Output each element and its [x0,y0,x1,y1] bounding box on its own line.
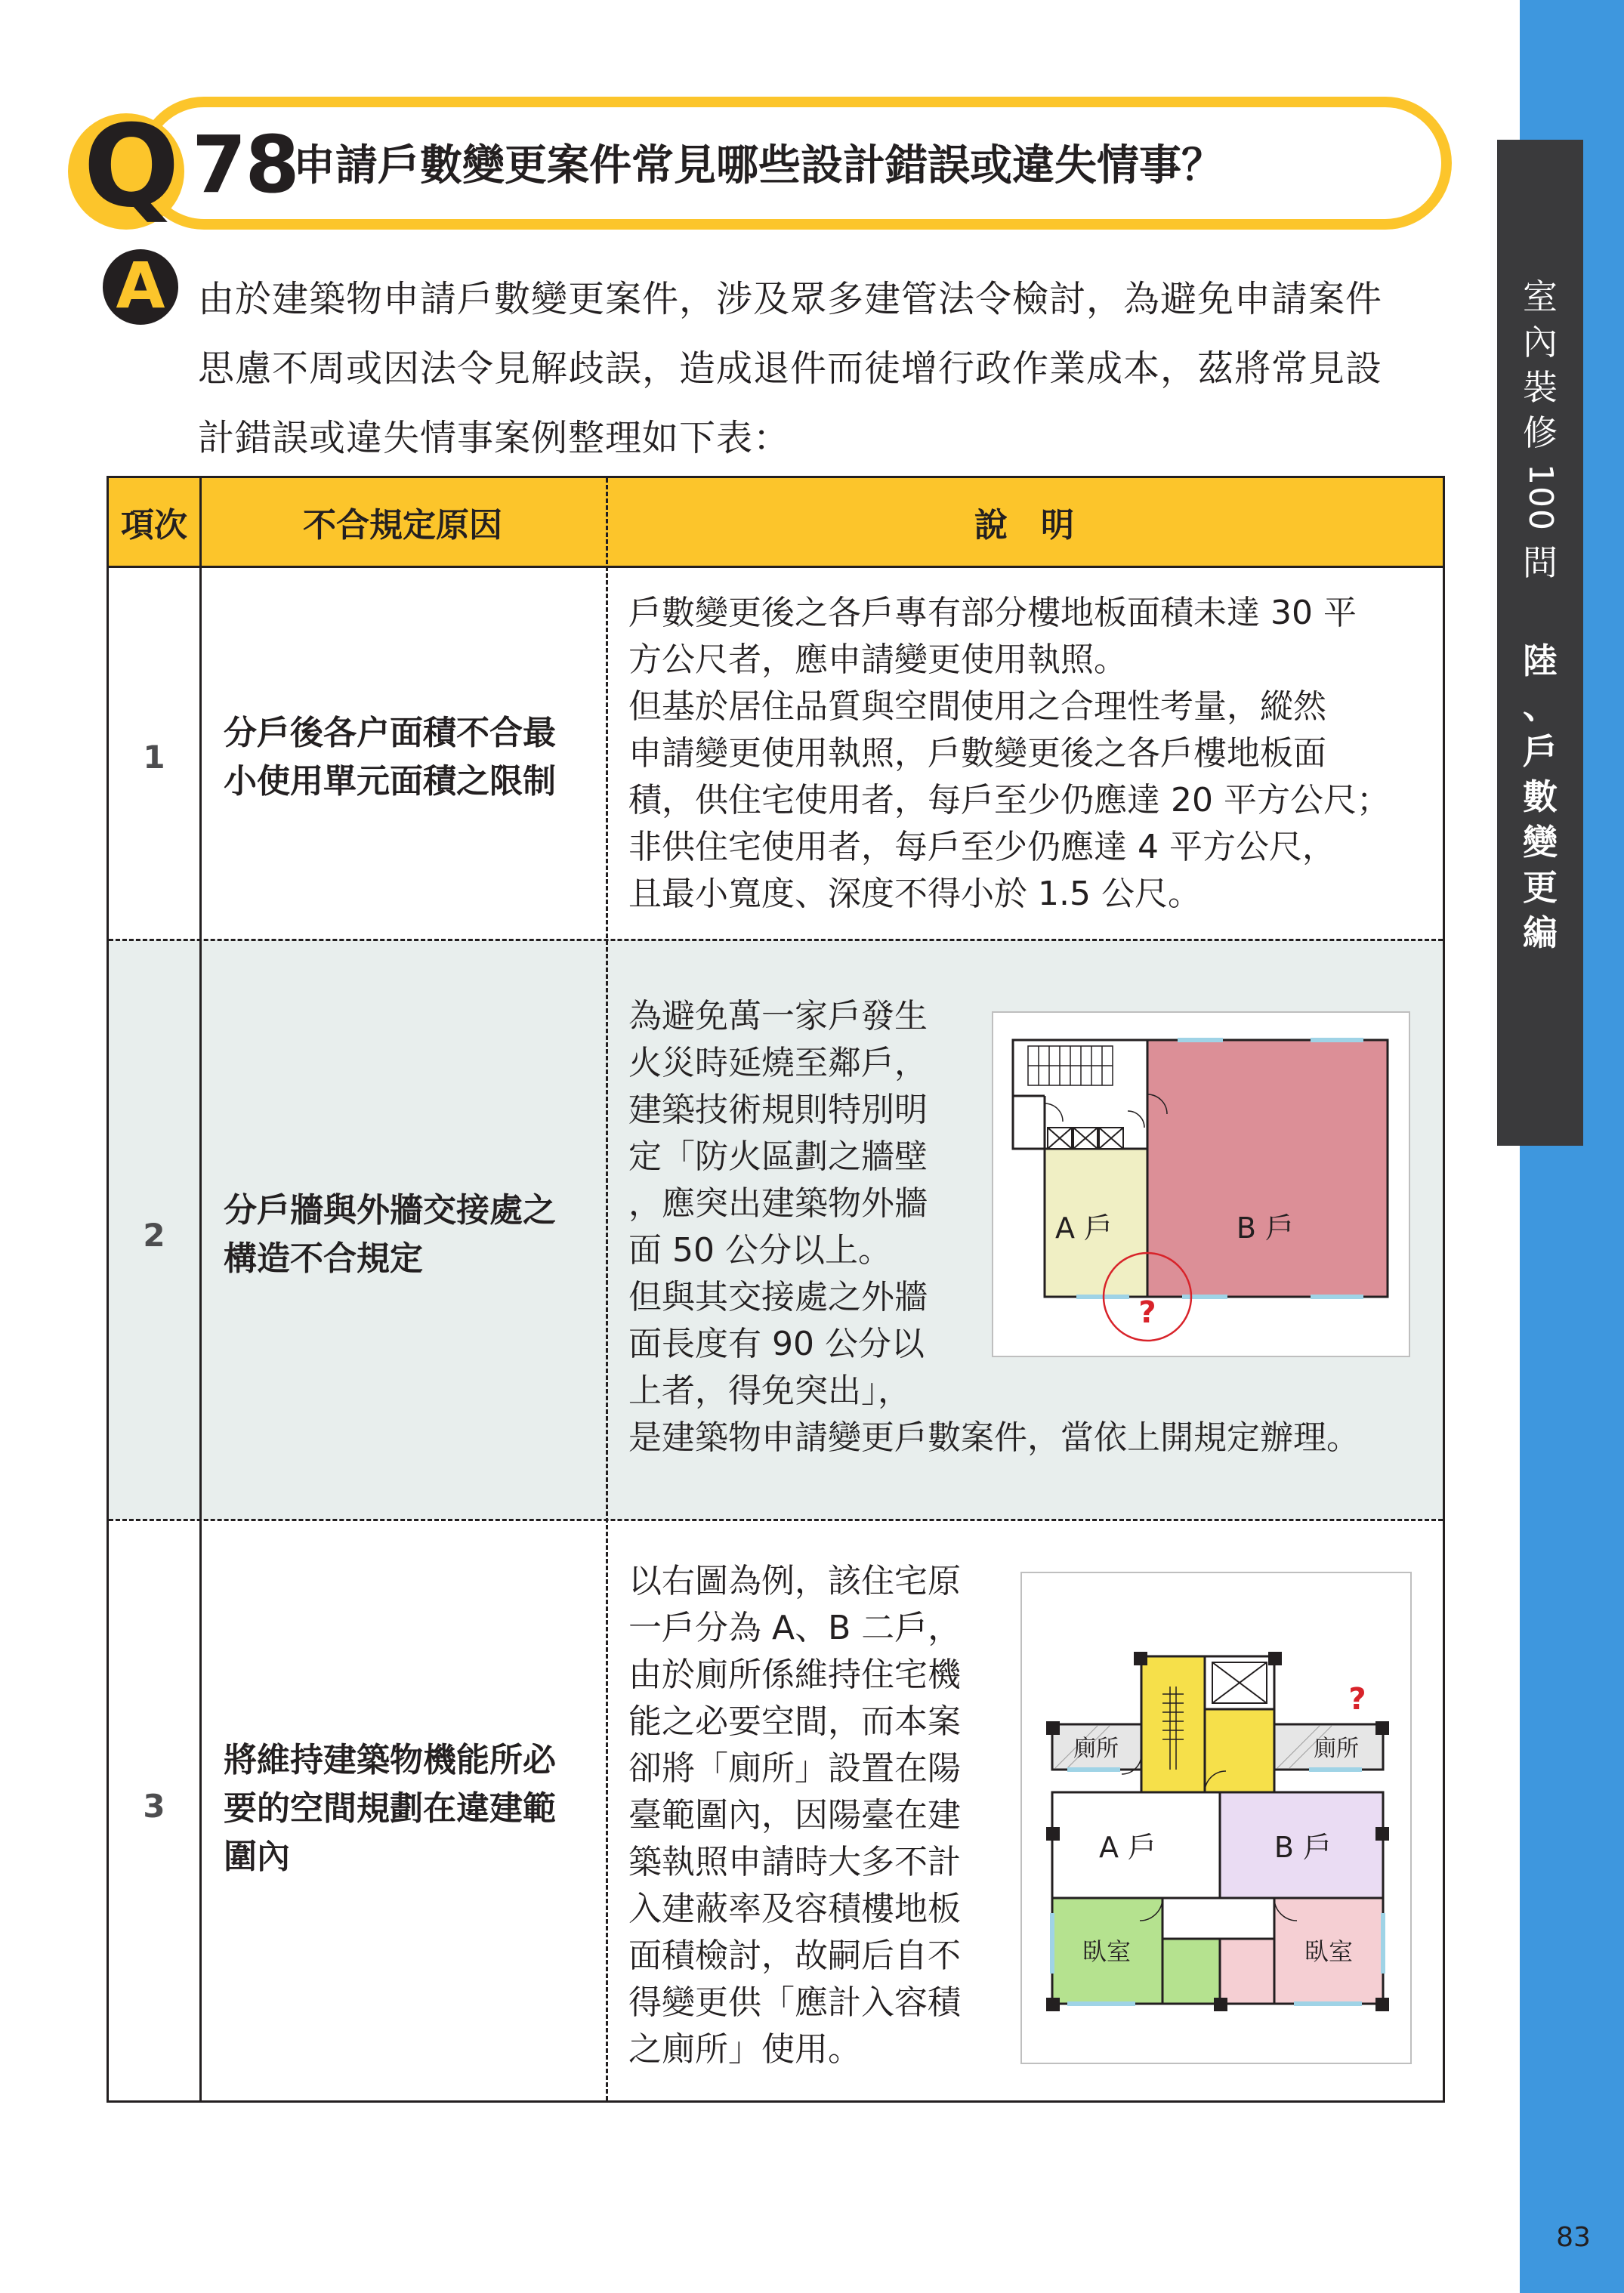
header-reason: 不合規定原因 [303,506,502,545]
vertical-char: 、 [1523,686,1558,727]
header-description: 說 明 [974,506,1074,545]
floor-plan-figure-fire-wall [992,1011,1410,1357]
desc-line: 且最小寬度、深度不得小於 1.5 公尺。 [628,875,1201,913]
desc-line: 之廁所」使用。 [628,2030,861,2069]
unit-b-label: B 戶 [1274,1831,1332,1864]
question-mark-label: ? [1138,1295,1156,1330]
desc-line: 為避免萬一家戶發生 [628,997,928,1035]
page-number: 83 [1556,2222,1591,2253]
answer-line: 計錯誤或違失情事案例整理如下表： [198,417,791,459]
row-divider [109,1519,1443,1521]
desc-line: 但與其交接處之外牆 [628,1278,928,1316]
desc-line: 上者，得免突出」， [628,1372,911,1410]
shaft-boxes [1048,1128,1123,1149]
bedroom-left-label: 臥室 [1082,1937,1132,1966]
desc-line: 臺範圍內，因陽臺在建 [628,1796,961,1835]
answer-letter: A [116,248,165,323]
vertical-char: 編 [1523,912,1558,953]
reason-line: 分戶牆與外牆交接處之 [224,1191,556,1230]
table-header [109,478,1443,568]
row-description [628,590,1390,918]
unit-a-label: A 戶 [1098,1831,1157,1864]
desc-line: 卻將「廁所」設置在陽 [628,1749,961,1788]
vertical-char: 室 [1523,276,1558,317]
chapter-title-vertical [1517,638,1563,955]
column-divider [199,478,202,2100]
vertical-char: 內 [1523,322,1558,363]
book-title-vertical [1517,274,1563,585]
desc-line: 建築技術規則特別明 [628,1091,928,1129]
desc-line: 申請變更使用執照，戶數變更後之各戶樓地板面 [628,734,1326,773]
reason-line: 分戶後各户面積不合最 [224,714,556,752]
reason-line: 構造不合規定 [224,1239,423,1278]
chapter-tab [1497,140,1583,1146]
vertical-char: 裝 [1523,367,1558,408]
reason-line: 將維持建築物機能所必 [224,1741,556,1779]
unit-b-area [1147,1040,1388,1297]
vertical-char: 陸 [1523,640,1558,681]
desc-line: 能之必要空間，而本案 [628,1702,961,1741]
desc-line: 一戶分為 A、B 二戶， [628,1609,962,1647]
unit-a-label: A 戶 [1054,1211,1113,1245]
stair-core [1141,1656,1205,1792]
floor-plan-figure-toilet [1020,1572,1412,2064]
vertical-char: 更 [1523,867,1558,908]
row-number: 3 [143,1788,165,1825]
violations-table [107,476,1445,2103]
row-description [628,1558,961,2073]
desc-line: 定「防火區劃之牆壁 [628,1137,928,1176]
desc-line: ，應突出建築物外牆 [628,1184,928,1223]
desc-line: 面積檢討，故嗣后自不 [628,1937,961,1975]
desc-line: 面 50 公分以上。 [628,1231,891,1270]
reason-line: 圍內 [224,1838,290,1876]
desc-line: 火災時延燒至鄰戶， [628,1044,928,1082]
row-number: 1 [143,739,165,776]
desc-line: 由於廁所係維持住宅機 [628,1656,961,1694]
desc-line: 方公尺者，應申請變更使用執照。 [628,640,1127,679]
desc-line: 但基於居住品質與空間使用之合理性考量，縱然 [628,687,1326,726]
toilet-left-label: 廁所 [1073,1736,1119,1762]
answer-line: 由於建築物申請戶數變更案件，涉及眾多建管法令檢討，為避免申請案件 [198,278,1383,320]
vertical-char: 修 [1523,412,1558,453]
reason-line: 要的空間規劃在違建範 [224,1789,556,1828]
vertical-char: 變 [1523,822,1558,863]
question-number: 78 [192,119,298,211]
desc-line: 積，供住宅使用者，每戶至少仍應達 20 平方公尺； [628,781,1390,819]
answer-line: 思慮不周或因法令見解歧誤，造成退件而徒增行政作業成本，茲將常見設 [198,347,1383,390]
desc-line: 非供住宅使用者，每戶至少仍應達 4 平方公尺， [628,828,1335,866]
desc-line: 得變更供「應計入容積 [628,1983,961,2022]
reason-line: 小使用單元面積之限制 [224,762,556,801]
question-mark-label: ? [1348,1682,1366,1717]
stairs-icon [1028,1046,1113,1085]
answer-paragraph [198,264,1482,473]
desc-line: 面長度有 90 公分以 [628,1325,925,1363]
vertical-char: 戶 [1523,731,1558,772]
question-letter: Q [83,101,180,233]
desc-line: 入建蔽率及容積樓地板 [628,1890,961,1928]
vertical-digit-run: 100 [1521,464,1560,532]
question-title: 申請戶數變更案件常見哪些設計錯誤或違失情事？ [293,141,1224,190]
desc-line: 是建築物申請變更戶數案件，當依上開規定辦理。 [628,1418,1360,1457]
toilet-right-label: 廁所 [1314,1736,1359,1762]
desc-line: 築執照申請時大多不計 [628,1843,961,1881]
vertical-char: 數 [1523,776,1558,817]
desc-line: 以右圖為例，該住宅原 [628,1562,961,1600]
row-number: 2 [143,1217,165,1254]
unit-b-label: B 戶 [1236,1211,1295,1245]
header-item-no: 項次 [121,506,187,545]
row-divider [109,939,1443,941]
vertical-char: 問 [1523,542,1558,583]
bedroom-right-label: 臥室 [1304,1937,1354,1966]
desc-line: 戶數變更後之各戶專有部分樓地板面積未達 30 平 [628,594,1357,632]
